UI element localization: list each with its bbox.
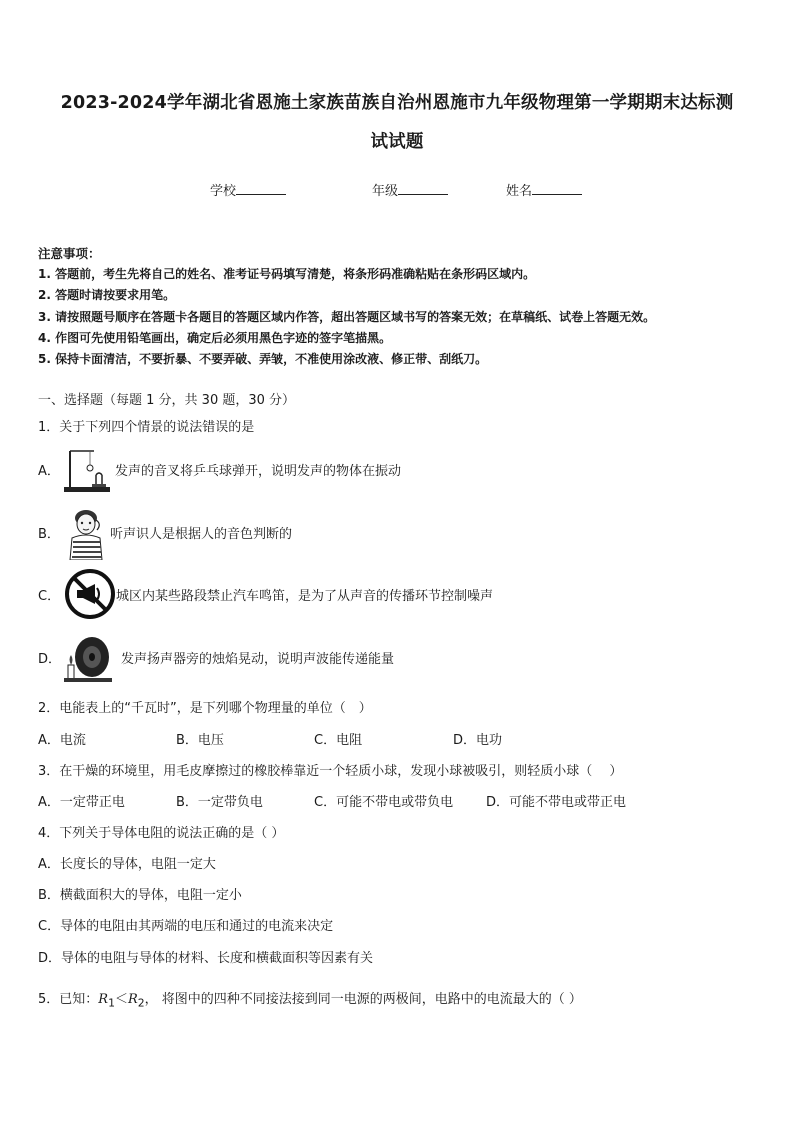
q3-stem: 3．在干燥的环境里，用毛皮摩擦过的橡胶棒靠近一个轻质小球，发现小球被吸引，则轻质小球（ ）	[38, 764, 623, 779]
q1-option-b[interactable]	[38, 504, 778, 560]
q5-r2: R	[127, 992, 138, 1007]
q1-option-a[interactable]	[38, 441, 778, 497]
notes-list	[38, 264, 778, 370]
q1-option-c-label: C．	[38, 589, 61, 604]
q1-option-d-label: D．	[38, 652, 62, 667]
q1-option-d[interactable]	[38, 629, 778, 685]
q1-option-a-label: A．	[38, 464, 60, 479]
grade-blank[interactable]	[398, 181, 448, 195]
q2-option-b[interactable]: B．电压	[176, 733, 224, 748]
q2-option-a[interactable]: A．电流	[38, 733, 86, 748]
note-item: 3. 请按照题号顺序在答题卡各题目的答题区域内作答，超出答题区域书写的答案无效；在草稿纸、试卷上答题无效。	[38, 309, 656, 324]
q1-option-a-text: 发声的音叉将乒乓球弹开，说明发声的物体在振动	[115, 464, 402, 479]
q1-option-c[interactable]	[38, 566, 778, 622]
q2-option-d[interactable]: D．电功	[453, 733, 503, 748]
grade-field[interactable]	[372, 180, 448, 199]
speaker-candle-icon	[62, 629, 116, 685]
tuning-fork-icon	[60, 441, 114, 497]
q3-option-c[interactable]: C．可能不带电或带负电	[314, 795, 454, 810]
exam-title	[20, 84, 774, 162]
notes-heading: 注意事项：	[38, 246, 101, 261]
q5-suffix: ， 将图中的四种不同接法接到同一电源的两极间，电路中的电流最大的（ ）	[144, 992, 582, 1007]
q5-less-than: ＜	[114, 992, 128, 1007]
exam-title-line2: 试试题	[370, 132, 424, 152]
q3-option-a[interactable]: A．一定带正电	[38, 795, 125, 810]
exam-title-line1: 2023-2024学年湖北省恩施土家族苗族自治州恩施市九年级物理第一学期期末达标测	[60, 93, 734, 113]
q3-option-d[interactable]: D．可能不带电或带正电	[486, 795, 627, 810]
q2-option-c[interactable]: C．电阻	[314, 733, 363, 748]
person-listening-icon	[60, 504, 114, 560]
q2-stem: 2．电能表上的“千瓦时”，是下列哪个物理量的单位（ ）	[38, 701, 372, 716]
school-field[interactable]	[210, 180, 286, 199]
note-item: 2. 答题时请按要求用笔。	[38, 288, 176, 303]
q5-stem	[38, 988, 582, 1010]
note-item: 5. 保持卡面清洁，不要折暴、不要弄破、弄皱，不准使用涂改液、修正带、刮纸刀。	[38, 352, 488, 367]
q1-option-b-label: B．	[38, 527, 60, 542]
q5-r2-subscript: 2	[137, 996, 145, 1010]
grade-label: 年级	[372, 184, 399, 199]
q5-r1: R	[98, 992, 109, 1007]
name-blank[interactable]	[532, 181, 582, 195]
school-label: 学校	[210, 184, 237, 199]
q4-option-c[interactable]: C．导体的电阻由其两端的电压和通过的电流来决定	[38, 919, 334, 934]
no-horn-sign-icon	[62, 566, 116, 622]
section-title: 一、选择题（每题 1 分，共 30 题，30 分）	[38, 393, 296, 408]
q4-option-a[interactable]: A．长度长的导体，电阻一定大	[38, 857, 216, 872]
q4-stem: 4．下列关于导体电阻的说法正确的是（ ）	[38, 826, 285, 841]
q5-prefix: 5．已知：	[38, 992, 99, 1007]
note-item: 4. 作图可先使用铅笔画出，确定后必须用黑色字迹的签字笔描黑。	[38, 330, 392, 345]
q3-option-b[interactable]: B．一定带负电	[176, 795, 263, 810]
school-blank[interactable]	[236, 181, 286, 195]
name-field[interactable]	[506, 180, 582, 199]
name-label: 姓名	[506, 184, 533, 199]
q1-option-d-text: 发声扬声器旁的烛焰晃动，说明声波能传递能量	[121, 652, 395, 667]
note-item: 1. 答题前，考生先将自己的姓名、准考证号码填写清楚，将条形码准确粘贴在条形码区域内。	[38, 267, 536, 281]
q1-option-b-text: 听声识人是根据人的音色判断的	[110, 527, 293, 542]
q1-option-c-text: 城区内某些路段禁止汽车鸣笛，是为了从声音的传播环节控制噪声	[116, 589, 494, 604]
q4-option-b[interactable]: B．横截面积大的导体，电阻一定小	[38, 888, 242, 903]
q5-r1-subscript: 1	[108, 996, 115, 1010]
q4-option-d[interactable]: D．导体的电阻与导体的材料、长度和横截面积等因素有关	[38, 951, 374, 966]
q1-stem: 1．关于下列四个情景的说法错误的是	[38, 420, 255, 435]
